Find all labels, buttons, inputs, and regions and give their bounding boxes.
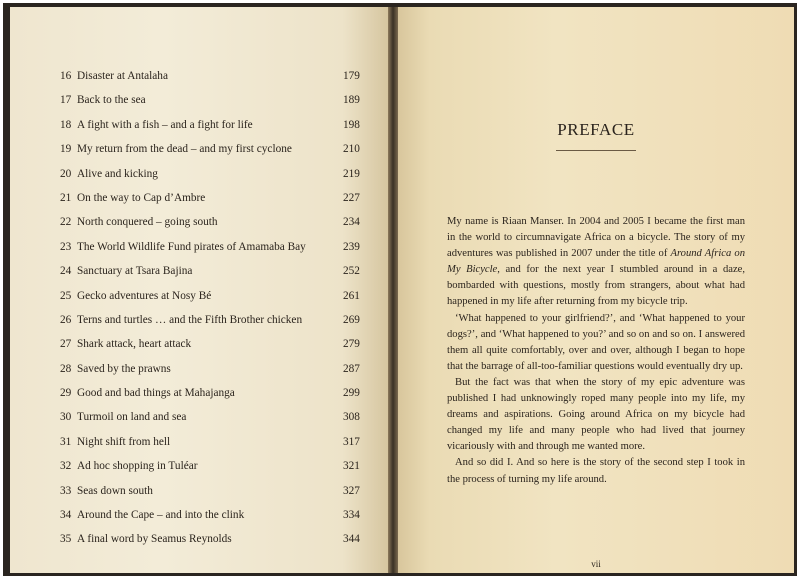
heading-rule [556,150,636,151]
preface-page [398,7,794,573]
chapter-title: Back to the sea [77,94,146,107]
contents-entry [60,235,366,259]
contents-entry [60,527,366,551]
chapter-number: 30 [60,411,72,424]
chapter-title: My return from the dead – and my first cyclone [77,143,292,156]
chapter-title: Ad hoc shopping in Tuléar [77,460,198,473]
preface-body [447,214,745,488]
chapter-page-number: 308 [343,411,360,424]
open-book [3,3,797,576]
chapter-page-number: 179 [343,70,360,82]
contents-entry [60,259,366,283]
contents-list [60,64,366,552]
contents-entry [60,113,366,137]
chapter-title: Shark attack, heart attack [77,338,192,351]
contents-entry [60,186,366,210]
chapter-page-number: 327 [343,484,360,497]
chapter-number: 32 [60,460,72,473]
chapter-page-number: 227 [343,191,360,204]
chapter-page-number: 189 [343,94,360,107]
chapter-title: Seas down south [77,484,153,497]
paragraph-1-text-end: , and for the next year I stumbled around in a daze, bombarded with questions, mostly from strangers, about what had happened in my life after returning from my bicycle trip. [447,264,745,308]
chapter-page-number: 239 [343,240,360,253]
contents-entry [60,210,366,234]
chapter-page-number: 269 [343,313,360,326]
paragraph-1-text-start: My name is Riaan Manser. In 2004 and 2005 I became the first man in the world to circumnavigate Africa on a bicycle. The story of my adventures was published in 2007 under the title of [447,216,745,260]
preface-paragraph-3: But the fact was that when the story of my epic adventure was published I had unknowingly roped many people into my life, my dreams and aspirations. Going around Africa on my bicycle had changed my life and many people who had lived that journey vicariously with and through me wanted more. [447,376,745,453]
chapter-page-number: 299 [343,387,360,400]
chapter-number: 35 [60,533,72,546]
preface-paragraph-2: ‘What happened to your girlfriend?’, and ‘What happened to your dogs?’, and ‘What happened to you?’ and so on and so on. I answered them all quite comfortably, over and over, although I began to hope that the barrage of all-too-familiar questions would eventually dry up. [447,312,745,372]
preface-heading: PREFACE [557,120,635,139]
contents-entry [60,332,366,356]
contents-entry [60,137,366,161]
contents-entry [60,479,366,503]
contents-entry [60,454,366,478]
chapter-page-number: 198 [343,118,360,131]
chapter-page-number: 321 [343,460,360,473]
chapter-page-number: 234 [343,216,360,229]
chapter-page-number: 317 [343,435,360,448]
chapter-number: 23 [60,240,72,253]
contents-page [10,7,388,573]
chapter-title: Around the Cape – and into the clink [77,509,245,522]
preface-paragraph-4: And so did I. And so here is the story of the second step I took in the process of turning my life around. [447,457,745,485]
book-title-italic: Around Africa on My Bicycle [447,248,745,276]
contents-entry [60,284,366,308]
contents-entry [60,88,366,112]
chapter-title: The World Wildlife Fund pirates of Amamaba Bay [77,240,306,253]
chapter-number: 26 [60,313,72,326]
chapter-number: 17 [60,94,72,107]
chapter-page-number: 287 [343,362,360,375]
chapter-number: 33 [60,484,72,497]
chapter-number: 18 [60,118,72,131]
chapter-page-number: 261 [343,289,360,302]
chapter-title: Gecko adventures at Nosy Bé [77,289,212,302]
contents-entry [60,405,366,429]
chapter-number: 16 [60,70,72,82]
chapter-title: Night shift from hell [77,435,171,448]
chapter-page-number: 252 [343,265,360,278]
chapter-page-number: 334 [343,509,360,522]
chapter-number: 20 [60,167,72,180]
contents-entry [60,308,366,332]
chapter-title: Terns and turtles … and the Fifth Brother chicken [77,313,303,326]
contents-entry [60,503,366,527]
chapter-number: 28 [60,362,72,375]
chapter-number: 21 [60,191,72,204]
chapter-page-number: 344 [343,533,360,546]
contents-entry [60,381,366,405]
chapter-title: A final word by Seamus Reynolds [77,533,232,546]
chapter-title: Disaster at Antalaha [77,70,168,82]
contents-entry [60,162,366,186]
chapter-title: North conquered – going south [77,216,218,229]
chapter-number: 19 [60,143,72,156]
chapter-title: Turmoil on land and sea [77,411,187,424]
book-spine [388,7,398,573]
chapter-number: 25 [60,289,72,302]
chapter-number: 34 [60,509,72,522]
contents-entry [60,64,366,88]
chapter-number: 27 [60,338,72,351]
chapter-number: 24 [60,265,72,278]
chapter-title: Sanctuary at Tsara Bajina [77,265,193,278]
chapter-title: Good and bad things at Mahajanga [77,387,235,400]
preface-paragraph-1 [447,214,745,311]
page-number: vii [591,559,601,569]
chapter-title: Alive and kicking [77,167,158,180]
chapter-title: Saved by the prawns [77,362,171,375]
chapter-page-number: 219 [343,167,360,180]
chapter-number: 29 [60,387,72,400]
contents-entry [60,357,366,381]
chapter-title: A fight with a fish – and a fight for life [77,118,253,131]
chapter-number: 31 [60,435,72,448]
chapter-number: 22 [60,216,72,229]
chapter-title: On the way to Cap d’Ambre [77,191,206,204]
chapter-page-number: 279 [343,338,360,351]
chapter-page-number: 210 [343,143,360,156]
contents-entry [60,430,366,454]
